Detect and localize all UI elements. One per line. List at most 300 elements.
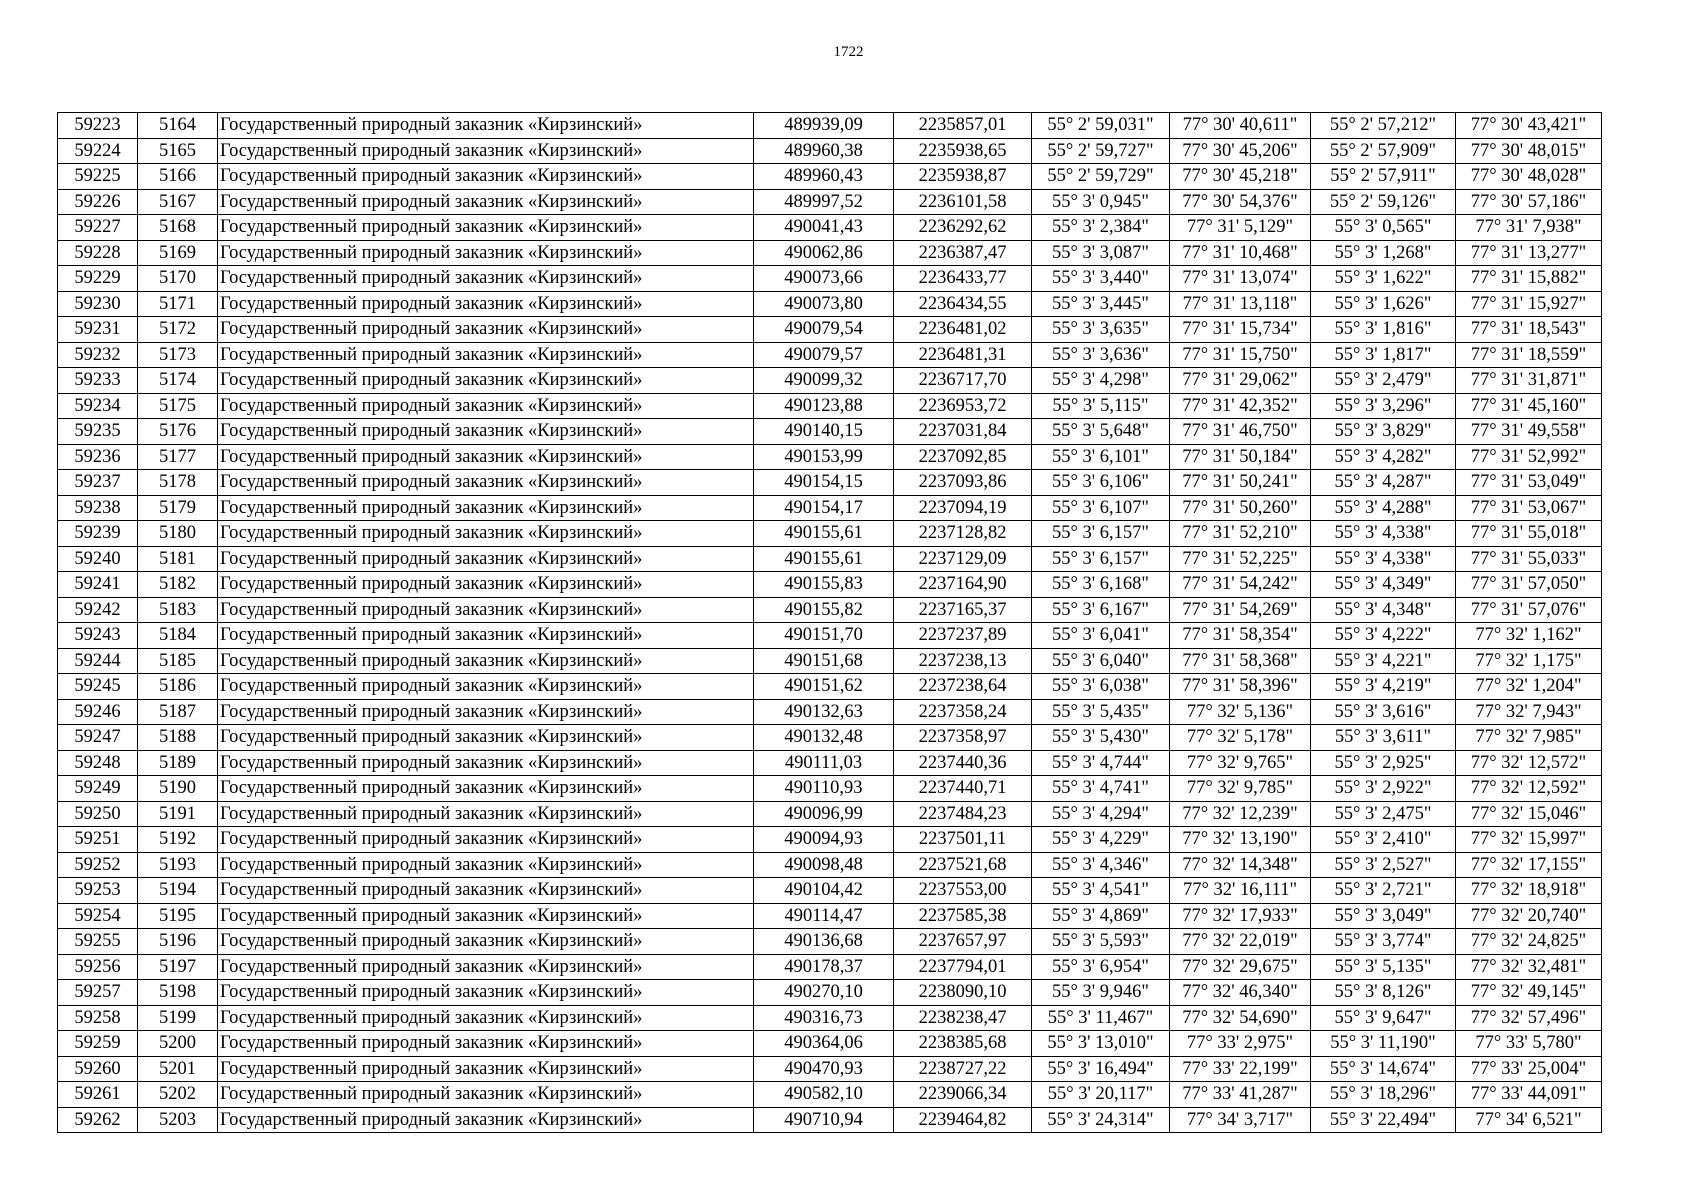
latitude-1-cell: 55° 3' 4,741" xyxy=(1032,776,1170,802)
latitude-1-cell: 55° 3' 5,430" xyxy=(1032,725,1170,751)
y-coordinate-cell: 2235938,65 xyxy=(894,138,1032,164)
row-number-cell: 59237 xyxy=(58,470,138,496)
y-coordinate-cell: 2237358,24 xyxy=(894,699,1032,725)
row-number-cell: 59235 xyxy=(58,419,138,445)
y-coordinate-cell: 2237440,36 xyxy=(894,750,1032,776)
row-number-cell: 59243 xyxy=(58,623,138,649)
latitude-1-cell: 55° 3' 6,101" xyxy=(1032,444,1170,470)
latitude-2-cell: 55° 3' 2,475" xyxy=(1311,801,1456,827)
name-cell: Государственный природный заказник «Кирзинский» xyxy=(218,827,754,853)
point-number-cell: 5174 xyxy=(138,368,218,394)
longitude-1-cell: 77° 32' 46,340" xyxy=(1170,980,1311,1006)
point-number-cell: 5172 xyxy=(138,317,218,343)
latitude-2-cell: 55° 2' 57,909" xyxy=(1311,138,1456,164)
longitude-2-cell: 77° 32' 7,943" xyxy=(1456,699,1602,725)
longitude-1-cell: 77° 31' 52,225" xyxy=(1170,546,1311,572)
latitude-1-cell: 55° 3' 4,346" xyxy=(1032,852,1170,878)
name-cell: Государственный природный заказник «Кирзинский» xyxy=(218,215,754,241)
x-coordinate-cell: 490364,06 xyxy=(754,1031,894,1057)
longitude-2-cell: 77° 31' 52,992" xyxy=(1456,444,1602,470)
latitude-2-cell: 55° 3' 2,527" xyxy=(1311,852,1456,878)
latitude-2-cell: 55° 2' 59,126" xyxy=(1311,189,1456,215)
longitude-1-cell: 77° 30' 40,611" xyxy=(1170,113,1311,139)
y-coordinate-cell: 2238238,47 xyxy=(894,1005,1032,1031)
longitude-1-cell: 77° 31' 50,260" xyxy=(1170,495,1311,521)
latitude-1-cell: 55° 2' 59,729" xyxy=(1032,164,1170,190)
table-row xyxy=(58,266,1602,292)
point-number-cell: 5192 xyxy=(138,827,218,853)
latitude-1-cell: 55° 3' 20,117" xyxy=(1032,1082,1170,1108)
point-number-cell: 5173 xyxy=(138,342,218,368)
latitude-1-cell: 55° 3' 4,294" xyxy=(1032,801,1170,827)
row-number-cell: 59226 xyxy=(58,189,138,215)
point-number-cell: 5200 xyxy=(138,1031,218,1057)
y-coordinate-cell: 2237094,19 xyxy=(894,495,1032,521)
latitude-1-cell: 55° 3' 4,229" xyxy=(1032,827,1170,853)
x-coordinate-cell: 490111,03 xyxy=(754,750,894,776)
longitude-2-cell: 77° 32' 7,985" xyxy=(1456,725,1602,751)
table-row xyxy=(58,725,1602,751)
name-cell: Государственный природный заказник «Кирзинский» xyxy=(218,1107,754,1133)
table-row xyxy=(58,444,1602,470)
longitude-2-cell: 77° 32' 24,825" xyxy=(1456,929,1602,955)
longitude-1-cell: 77° 31' 54,269" xyxy=(1170,597,1311,623)
name-cell: Государственный природный заказник «Кирзинский» xyxy=(218,342,754,368)
row-number-cell: 59229 xyxy=(58,266,138,292)
name-cell: Государственный природный заказник «Кирзинский» xyxy=(218,1031,754,1057)
longitude-2-cell: 77° 31' 15,927" xyxy=(1456,291,1602,317)
x-coordinate-cell: 490178,37 xyxy=(754,954,894,980)
latitude-1-cell: 55° 2' 59,727" xyxy=(1032,138,1170,164)
latitude-1-cell: 55° 3' 3,636" xyxy=(1032,342,1170,368)
row-number-cell: 59249 xyxy=(58,776,138,802)
name-cell: Государственный природный заказник «Кирзинский» xyxy=(218,572,754,598)
longitude-2-cell: 77° 33' 25,004" xyxy=(1456,1056,1602,1082)
latitude-2-cell: 55° 3' 2,922" xyxy=(1311,776,1456,802)
x-coordinate-cell: 490155,61 xyxy=(754,521,894,547)
point-number-cell: 5177 xyxy=(138,444,218,470)
name-cell: Государственный природный заказник «Кирзинский» xyxy=(218,648,754,674)
latitude-1-cell: 55° 3' 6,107" xyxy=(1032,495,1170,521)
x-coordinate-cell: 490154,17 xyxy=(754,495,894,521)
point-number-cell: 5203 xyxy=(138,1107,218,1133)
row-number-cell: 59260 xyxy=(58,1056,138,1082)
x-coordinate-cell: 490155,83 xyxy=(754,572,894,598)
table-body xyxy=(58,113,1602,1133)
longitude-2-cell: 77° 33' 44,091" xyxy=(1456,1082,1602,1108)
longitude-2-cell: 77° 31' 31,871" xyxy=(1456,368,1602,394)
point-number-cell: 5191 xyxy=(138,801,218,827)
latitude-1-cell: 55° 3' 11,467" xyxy=(1032,1005,1170,1031)
longitude-1-cell: 77° 32' 5,136" xyxy=(1170,699,1311,725)
point-number-cell: 5180 xyxy=(138,521,218,547)
name-cell: Государственный природный заказник «Кирзинский» xyxy=(218,444,754,470)
name-cell: Государственный природный заказник «Кирзинский» xyxy=(218,1005,754,1031)
longitude-2-cell: 77° 32' 15,046" xyxy=(1456,801,1602,827)
latitude-2-cell: 55° 3' 4,349" xyxy=(1311,572,1456,598)
latitude-2-cell: 55° 3' 1,816" xyxy=(1311,317,1456,343)
latitude-2-cell: 55° 3' 0,565" xyxy=(1311,215,1456,241)
name-cell: Государственный природный заказник «Кирзинский» xyxy=(218,750,754,776)
table-row xyxy=(58,113,1602,139)
y-coordinate-cell: 2237093,86 xyxy=(894,470,1032,496)
latitude-2-cell: 55° 3' 4,348" xyxy=(1311,597,1456,623)
latitude-1-cell: 55° 3' 6,954" xyxy=(1032,954,1170,980)
row-number-cell: 59248 xyxy=(58,750,138,776)
x-coordinate-cell: 490155,61 xyxy=(754,546,894,572)
page-number: 1722 xyxy=(833,44,864,60)
x-coordinate-cell: 489960,43 xyxy=(754,164,894,190)
longitude-1-cell: 77° 31' 29,062" xyxy=(1170,368,1311,394)
y-coordinate-cell: 2236953,72 xyxy=(894,393,1032,419)
name-cell: Государственный природный заказник «Кирзинский» xyxy=(218,725,754,751)
longitude-1-cell: 77° 31' 13,074" xyxy=(1170,266,1311,292)
longitude-2-cell: 77° 31' 49,558" xyxy=(1456,419,1602,445)
latitude-1-cell: 55° 3' 4,869" xyxy=(1032,903,1170,929)
longitude-1-cell: 77° 31' 13,118" xyxy=(1170,291,1311,317)
name-cell: Государственный природный заказник «Кирзинский» xyxy=(218,266,754,292)
longitude-1-cell: 77° 33' 41,287" xyxy=(1170,1082,1311,1108)
latitude-1-cell: 55° 3' 2,384" xyxy=(1032,215,1170,241)
y-coordinate-cell: 2237657,97 xyxy=(894,929,1032,955)
longitude-2-cell: 77° 32' 57,496" xyxy=(1456,1005,1602,1031)
row-number-cell: 59247 xyxy=(58,725,138,751)
table-row xyxy=(58,164,1602,190)
y-coordinate-cell: 2236101,58 xyxy=(894,189,1032,215)
longitude-1-cell: 77° 30' 45,218" xyxy=(1170,164,1311,190)
row-number-cell: 59258 xyxy=(58,1005,138,1031)
table-row xyxy=(58,674,1602,700)
longitude-1-cell: 77° 32' 16,111" xyxy=(1170,878,1311,904)
latitude-2-cell: 55° 2' 57,212" xyxy=(1311,113,1456,139)
latitude-1-cell: 55° 3' 3,445" xyxy=(1032,291,1170,317)
point-number-cell: 5184 xyxy=(138,623,218,649)
table-row xyxy=(58,240,1602,266)
row-number-cell: 59230 xyxy=(58,291,138,317)
table-row xyxy=(58,929,1602,955)
name-cell: Государственный природный заказник «Кирзинский» xyxy=(218,980,754,1006)
point-number-cell: 5178 xyxy=(138,470,218,496)
table-row xyxy=(58,623,1602,649)
longitude-2-cell: 77° 31' 18,543" xyxy=(1456,317,1602,343)
longitude-2-cell: 77° 31' 18,559" xyxy=(1456,342,1602,368)
latitude-2-cell: 55° 3' 3,774" xyxy=(1311,929,1456,955)
latitude-2-cell: 55° 3' 3,829" xyxy=(1311,419,1456,445)
longitude-1-cell: 77° 31' 52,210" xyxy=(1170,521,1311,547)
longitude-2-cell: 77° 33' 5,780" xyxy=(1456,1031,1602,1057)
latitude-2-cell: 55° 3' 3,049" xyxy=(1311,903,1456,929)
row-number-cell: 59232 xyxy=(58,342,138,368)
latitude-2-cell: 55° 3' 1,817" xyxy=(1311,342,1456,368)
coordinates-table xyxy=(57,112,1602,1133)
latitude-1-cell: 55° 3' 0,945" xyxy=(1032,189,1170,215)
point-number-cell: 5193 xyxy=(138,852,218,878)
longitude-2-cell: 77° 32' 1,204" xyxy=(1456,674,1602,700)
latitude-2-cell: 55° 3' 4,288" xyxy=(1311,495,1456,521)
point-number-cell: 5170 xyxy=(138,266,218,292)
row-number-cell: 59250 xyxy=(58,801,138,827)
x-coordinate-cell: 490316,73 xyxy=(754,1005,894,1031)
point-number-cell: 5196 xyxy=(138,929,218,955)
row-number-cell: 59259 xyxy=(58,1031,138,1057)
latitude-2-cell: 55° 3' 3,611" xyxy=(1311,725,1456,751)
longitude-2-cell: 77° 31' 7,938" xyxy=(1456,215,1602,241)
latitude-2-cell: 55° 3' 18,296" xyxy=(1311,1082,1456,1108)
point-number-cell: 5185 xyxy=(138,648,218,674)
table-row xyxy=(58,954,1602,980)
table-row xyxy=(58,1082,1602,1108)
x-coordinate-cell: 490094,93 xyxy=(754,827,894,853)
row-number-cell: 59228 xyxy=(58,240,138,266)
latitude-2-cell: 55° 3' 1,622" xyxy=(1311,266,1456,292)
row-number-cell: 59253 xyxy=(58,878,138,904)
table-row xyxy=(58,1056,1602,1082)
latitude-1-cell: 55° 3' 9,946" xyxy=(1032,980,1170,1006)
name-cell: Государственный природный заказник «Кирзинский» xyxy=(218,291,754,317)
y-coordinate-cell: 2237521,68 xyxy=(894,852,1032,878)
latitude-2-cell: 55° 3' 22,494" xyxy=(1311,1107,1456,1133)
table-row xyxy=(58,572,1602,598)
latitude-2-cell: 55° 3' 1,268" xyxy=(1311,240,1456,266)
latitude-2-cell: 55° 3' 4,221" xyxy=(1311,648,1456,674)
row-number-cell: 59236 xyxy=(58,444,138,470)
latitude-2-cell: 55° 3' 3,296" xyxy=(1311,393,1456,419)
x-coordinate-cell: 489997,52 xyxy=(754,189,894,215)
point-number-cell: 5186 xyxy=(138,674,218,700)
row-number-cell: 59262 xyxy=(58,1107,138,1133)
point-number-cell: 5188 xyxy=(138,725,218,751)
x-coordinate-cell: 490123,88 xyxy=(754,393,894,419)
longitude-1-cell: 77° 32' 29,675" xyxy=(1170,954,1311,980)
x-coordinate-cell: 490110,93 xyxy=(754,776,894,802)
point-number-cell: 5181 xyxy=(138,546,218,572)
y-coordinate-cell: 2239464,82 xyxy=(894,1107,1032,1133)
name-cell: Государственный природный заказник «Кирзинский» xyxy=(218,878,754,904)
x-coordinate-cell: 490132,63 xyxy=(754,699,894,725)
longitude-2-cell: 77° 31' 13,277" xyxy=(1456,240,1602,266)
name-cell: Государственный природный заказник «Кирзинский» xyxy=(218,903,754,929)
x-coordinate-cell: 490073,66 xyxy=(754,266,894,292)
table-row xyxy=(58,495,1602,521)
row-number-cell: 59225 xyxy=(58,164,138,190)
latitude-2-cell: 55° 3' 4,219" xyxy=(1311,674,1456,700)
longitude-1-cell: 77° 32' 9,765" xyxy=(1170,750,1311,776)
table-row xyxy=(58,801,1602,827)
name-cell: Государственный природный заказник «Кирзинский» xyxy=(218,852,754,878)
point-number-cell: 5176 xyxy=(138,419,218,445)
longitude-1-cell: 77° 31' 10,468" xyxy=(1170,240,1311,266)
name-cell: Государственный природный заказник «Кирзинский» xyxy=(218,419,754,445)
point-number-cell: 5195 xyxy=(138,903,218,929)
y-coordinate-cell: 2236481,02 xyxy=(894,317,1032,343)
table-row xyxy=(58,393,1602,419)
name-cell: Государственный природный заказник «Кирзинский» xyxy=(218,546,754,572)
longitude-2-cell: 77° 32' 12,572" xyxy=(1456,750,1602,776)
latitude-2-cell: 55° 3' 3,616" xyxy=(1311,699,1456,725)
longitude-2-cell: 77° 31' 57,050" xyxy=(1456,572,1602,598)
longitude-1-cell: 77° 31' 58,396" xyxy=(1170,674,1311,700)
row-number-cell: 59244 xyxy=(58,648,138,674)
y-coordinate-cell: 2237553,00 xyxy=(894,878,1032,904)
latitude-1-cell: 55° 3' 5,115" xyxy=(1032,393,1170,419)
point-number-cell: 5167 xyxy=(138,189,218,215)
point-number-cell: 5202 xyxy=(138,1082,218,1108)
latitude-1-cell: 55° 2' 59,031" xyxy=(1032,113,1170,139)
latitude-1-cell: 55° 3' 4,541" xyxy=(1032,878,1170,904)
row-number-cell: 59233 xyxy=(58,368,138,394)
y-coordinate-cell: 2238090,10 xyxy=(894,980,1032,1006)
x-coordinate-cell: 489939,09 xyxy=(754,113,894,139)
table-row xyxy=(58,1107,1602,1133)
point-number-cell: 5198 xyxy=(138,980,218,1006)
row-number-cell: 59256 xyxy=(58,954,138,980)
x-coordinate-cell: 490140,15 xyxy=(754,419,894,445)
longitude-1-cell: 77° 32' 14,348" xyxy=(1170,852,1311,878)
table-row xyxy=(58,852,1602,878)
longitude-1-cell: 77° 32' 5,178" xyxy=(1170,725,1311,751)
longitude-2-cell: 77° 32' 49,145" xyxy=(1456,980,1602,1006)
latitude-2-cell: 55° 3' 2,925" xyxy=(1311,750,1456,776)
table-row xyxy=(58,903,1602,929)
latitude-2-cell: 55° 3' 9,647" xyxy=(1311,1005,1456,1031)
longitude-1-cell: 77° 32' 13,190" xyxy=(1170,827,1311,853)
row-number-cell: 59224 xyxy=(58,138,138,164)
longitude-2-cell: 77° 32' 20,740" xyxy=(1456,903,1602,929)
latitude-1-cell: 55° 3' 5,648" xyxy=(1032,419,1170,445)
name-cell: Государственный природный заказник «Кирзинский» xyxy=(218,164,754,190)
longitude-2-cell: 77° 31' 45,160" xyxy=(1456,393,1602,419)
table-row xyxy=(58,699,1602,725)
latitude-2-cell: 55° 3' 4,222" xyxy=(1311,623,1456,649)
table-row xyxy=(58,1005,1602,1031)
longitude-1-cell: 77° 31' 58,354" xyxy=(1170,623,1311,649)
longitude-1-cell: 77° 33' 2,975" xyxy=(1170,1031,1311,1057)
point-number-cell: 5164 xyxy=(138,113,218,139)
latitude-1-cell: 55° 3' 6,041" xyxy=(1032,623,1170,649)
latitude-1-cell: 55° 3' 6,040" xyxy=(1032,648,1170,674)
point-number-cell: 5182 xyxy=(138,572,218,598)
y-coordinate-cell: 2235857,01 xyxy=(894,113,1032,139)
longitude-1-cell: 77° 31' 50,184" xyxy=(1170,444,1311,470)
longitude-2-cell: 77° 30' 48,028" xyxy=(1456,164,1602,190)
name-cell: Государственный природный заказник «Кирзинский» xyxy=(218,189,754,215)
longitude-2-cell: 77° 31' 57,076" xyxy=(1456,597,1602,623)
longitude-1-cell: 77° 31' 54,242" xyxy=(1170,572,1311,598)
longitude-1-cell: 77° 32' 17,933" xyxy=(1170,903,1311,929)
row-number-cell: 59238 xyxy=(58,495,138,521)
latitude-1-cell: 55° 3' 5,435" xyxy=(1032,699,1170,725)
table-row xyxy=(58,189,1602,215)
x-coordinate-cell: 490155,82 xyxy=(754,597,894,623)
table-row xyxy=(58,521,1602,547)
x-coordinate-cell: 490154,15 xyxy=(754,470,894,496)
x-coordinate-cell: 490151,70 xyxy=(754,623,894,649)
x-coordinate-cell: 490079,57 xyxy=(754,342,894,368)
name-cell: Государственный природный заказник «Кирзинский» xyxy=(218,113,754,139)
longitude-2-cell: 77° 31' 53,067" xyxy=(1456,495,1602,521)
y-coordinate-cell: 2237092,85 xyxy=(894,444,1032,470)
x-coordinate-cell: 490098,48 xyxy=(754,852,894,878)
row-number-cell: 59246 xyxy=(58,699,138,725)
point-number-cell: 5171 xyxy=(138,291,218,317)
point-number-cell: 5201 xyxy=(138,1056,218,1082)
y-coordinate-cell: 2238385,68 xyxy=(894,1031,1032,1057)
x-coordinate-cell: 490270,10 xyxy=(754,980,894,1006)
longitude-2-cell: 77° 31' 55,018" xyxy=(1456,521,1602,547)
row-number-cell: 59252 xyxy=(58,852,138,878)
latitude-2-cell: 55° 3' 2,479" xyxy=(1311,368,1456,394)
x-coordinate-cell: 490114,47 xyxy=(754,903,894,929)
name-cell: Государственный природный заказник «Кирзинский» xyxy=(218,597,754,623)
latitude-1-cell: 55° 3' 4,298" xyxy=(1032,368,1170,394)
longitude-2-cell: 77° 32' 1,162" xyxy=(1456,623,1602,649)
latitude-2-cell: 55° 3' 5,135" xyxy=(1311,954,1456,980)
table-row xyxy=(58,546,1602,572)
name-cell: Государственный природный заказник «Кирзинский» xyxy=(218,1056,754,1082)
longitude-2-cell: 77° 32' 17,155" xyxy=(1456,852,1602,878)
x-coordinate-cell: 490079,54 xyxy=(754,317,894,343)
longitude-1-cell: 77° 31' 42,352" xyxy=(1170,393,1311,419)
latitude-1-cell: 55° 3' 6,167" xyxy=(1032,597,1170,623)
y-coordinate-cell: 2235938,87 xyxy=(894,164,1032,190)
x-coordinate-cell: 490062,86 xyxy=(754,240,894,266)
row-number-cell: 59241 xyxy=(58,572,138,598)
name-cell: Государственный природный заказник «Кирзинский» xyxy=(218,470,754,496)
y-coordinate-cell: 2237165,37 xyxy=(894,597,1032,623)
table-row xyxy=(58,470,1602,496)
name-cell: Государственный природный заказник «Кирзинский» xyxy=(218,521,754,547)
latitude-2-cell: 55° 3' 4,338" xyxy=(1311,546,1456,572)
row-number-cell: 59254 xyxy=(58,903,138,929)
latitude-2-cell: 55° 3' 4,338" xyxy=(1311,521,1456,547)
table-row xyxy=(58,827,1602,853)
latitude-2-cell: 55° 3' 11,190" xyxy=(1311,1031,1456,1057)
table-row xyxy=(58,215,1602,241)
name-cell: Государственный природный заказник «Кирзинский» xyxy=(218,929,754,955)
point-number-cell: 5189 xyxy=(138,750,218,776)
latitude-1-cell: 55° 3' 6,168" xyxy=(1032,572,1170,598)
table-row xyxy=(58,878,1602,904)
y-coordinate-cell: 2237501,11 xyxy=(894,827,1032,853)
name-cell: Государственный природный заказник «Кирзинский» xyxy=(218,138,754,164)
longitude-1-cell: 77° 31' 46,750" xyxy=(1170,419,1311,445)
table-row xyxy=(58,419,1602,445)
longitude-1-cell: 77° 31' 50,241" xyxy=(1170,470,1311,496)
table-row xyxy=(58,776,1602,802)
longitude-2-cell: 77° 32' 1,175" xyxy=(1456,648,1602,674)
latitude-1-cell: 55° 3' 6,106" xyxy=(1032,470,1170,496)
row-number-cell: 59257 xyxy=(58,980,138,1006)
x-coordinate-cell: 490153,99 xyxy=(754,444,894,470)
row-number-cell: 59240 xyxy=(58,546,138,572)
y-coordinate-cell: 2236292,62 xyxy=(894,215,1032,241)
y-coordinate-cell: 2237794,01 xyxy=(894,954,1032,980)
table-row xyxy=(58,648,1602,674)
y-coordinate-cell: 2237164,90 xyxy=(894,572,1032,598)
point-number-cell: 5199 xyxy=(138,1005,218,1031)
latitude-2-cell: 55° 3' 2,410" xyxy=(1311,827,1456,853)
table-row xyxy=(58,597,1602,623)
x-coordinate-cell: 490582,10 xyxy=(754,1082,894,1108)
x-coordinate-cell: 490151,62 xyxy=(754,674,894,700)
latitude-2-cell: 55° 2' 57,911" xyxy=(1311,164,1456,190)
longitude-1-cell: 77° 34' 3,717" xyxy=(1170,1107,1311,1133)
y-coordinate-cell: 2237238,64 xyxy=(894,674,1032,700)
y-coordinate-cell: 2239066,34 xyxy=(894,1082,1032,1108)
x-coordinate-cell: 489960,38 xyxy=(754,138,894,164)
y-coordinate-cell: 2236434,55 xyxy=(894,291,1032,317)
point-number-cell: 5194 xyxy=(138,878,218,904)
